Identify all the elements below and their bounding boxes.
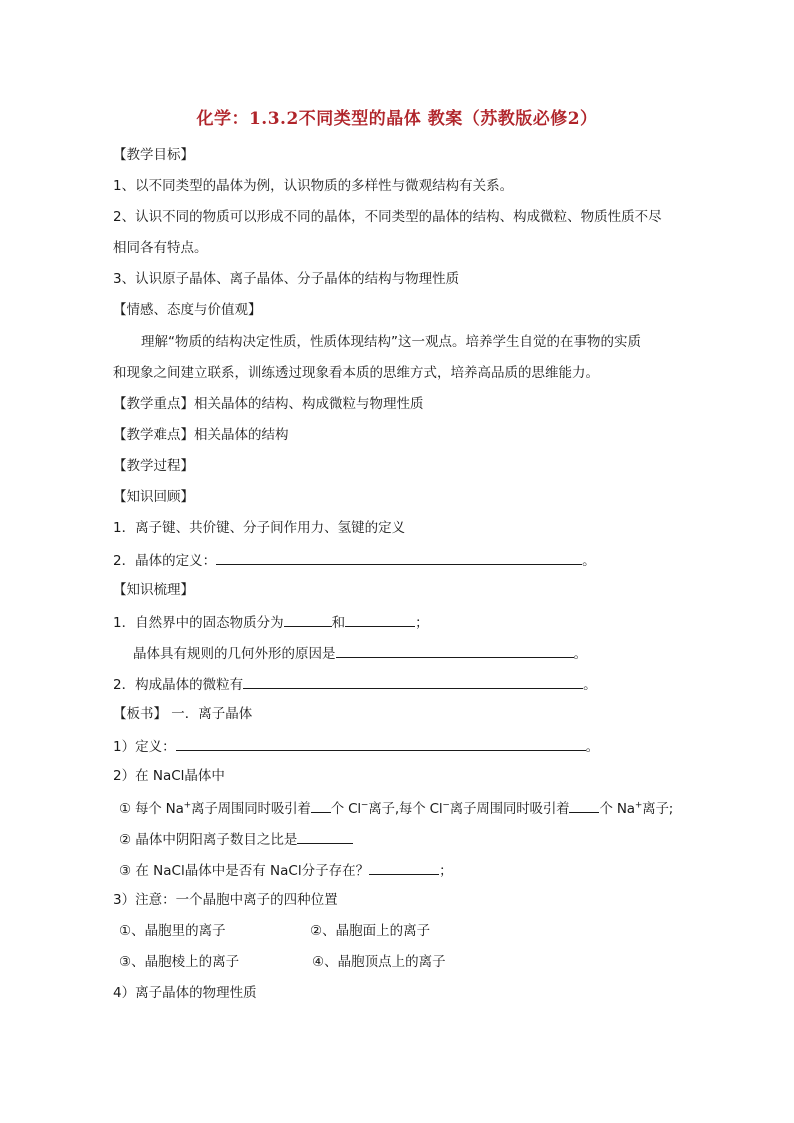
values-paragraph-1: 理解“物质的结构决定性质，性质体现结构”这一观点。培养学生自觉的在事物的实质 [141, 334, 641, 350]
process-heading: 【教学过程】 [113, 458, 194, 474]
nacl-molecule-blank[interactable] [369, 859, 439, 875]
page-title: 化学：1.3.2不同类型的晶体 教案（苏教版必修2） [196, 109, 598, 129]
objectives-heading: 【教学目标】 [113, 147, 194, 163]
physical-properties-heading: 4）离子晶体的物理性质 [113, 985, 257, 1001]
difficult-point: 【教学难点】相关晶体的结构 [113, 427, 289, 443]
ionic-definition-blank[interactable] [176, 735, 586, 751]
crystal-definition-blank[interactable] [216, 549, 582, 565]
position-2: ②、晶胞面上的离子 [310, 923, 431, 939]
review-item-2: 2．晶体的定义： 。 [113, 549, 596, 571]
objective-1: 1、以不同类型的晶体为例，认识物质的多样性与微观结构有关系。 [113, 178, 514, 194]
position-3: ③、晶胞棱上的离子 [119, 954, 240, 970]
note-heading: 3）注意：一个晶胞中离子的四种位置 [113, 892, 338, 908]
sorting-item-1: 1．自然界中的固态物质分为 和 ； [113, 611, 429, 633]
values-heading: 【情感、态度与价值观】 [113, 302, 262, 318]
nacl-question-3: ③ 在 NaCl晶体中是否有 NaCl分子存在？ ； [119, 859, 453, 881]
particles-blank[interactable] [243, 673, 583, 689]
sorting-heading: 【知识梳理】 [113, 582, 194, 598]
objective-3: 3、认识原子晶体、离子晶体、分子晶体的结构与物理性质 [113, 271, 460, 287]
solid-type-blank-1[interactable] [284, 611, 332, 627]
ion-ratio-blank[interactable] [297, 828, 353, 844]
position-1: ①、晶胞里的离子 [119, 923, 226, 939]
review-item-2-label: 2．晶体的定义： [113, 553, 217, 569]
sorting-reason: 晶体具有规则的几何外形的原因是 。 [133, 642, 587, 664]
solid-type-blank-2[interactable] [345, 611, 415, 627]
board-definition: 1）定义： 。 [113, 735, 599, 757]
values-paragraph-2: 和现象之间建立联系，训练透过现象看本质的思维方式，培养高品质的思维能力。 [113, 365, 599, 381]
board-heading: 【板书】 一．离子晶体 [113, 706, 253, 722]
nacl-question-2: ② 晶体中阴阳离子数目之比是 [119, 828, 353, 850]
objective-2b: 相同各有特点。 [113, 240, 208, 256]
cl-count-blank[interactable] [311, 797, 331, 813]
nacl-heading: 2）在 NaCl晶体中 [113, 768, 225, 784]
position-4: ④、晶胞顶点上的离子 [312, 954, 446, 970]
sorting-item-2: 2．构成晶体的微粒有 。 [113, 673, 597, 695]
reason-blank[interactable] [336, 642, 574, 658]
key-point: 【教学重点】相关晶体的结构、构成微粒与物理性质 [113, 396, 424, 412]
na-count-blank[interactable] [569, 797, 599, 813]
nacl-question-1: ① 每个 Na+离子周围同时吸引着 个 Cl−离子,每个 Cl−离子周围同时吸引着 个 Na+离子; [119, 797, 673, 819]
objective-2a: 2、认识不同的物质可以形成不同的晶体，不同类型的晶体的结构、构成微粒、物质性质不尽 [113, 209, 662, 225]
review-item-1: 1．离子键、共价键、分子间作用力、氢键的定义 [113, 520, 406, 536]
review-heading: 【知识回顾】 [113, 489, 194, 505]
